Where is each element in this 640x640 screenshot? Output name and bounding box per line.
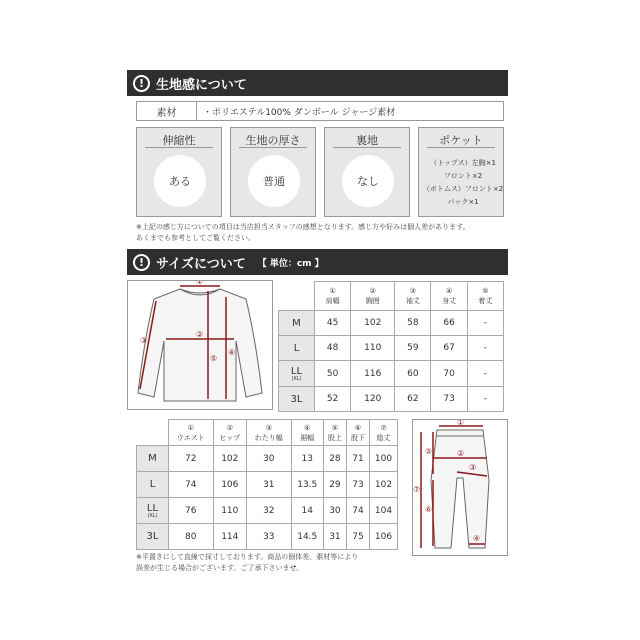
table-cell: 14.5 xyxy=(291,524,323,550)
unit-label: 【 単位：cm 】 xyxy=(257,258,324,269)
exclamation-icon: ! xyxy=(133,75,150,92)
table-cell: 70 xyxy=(431,361,467,387)
feature-title: ポケット xyxy=(427,128,495,148)
table-cell: 74 xyxy=(169,472,214,498)
table-cell xyxy=(279,282,315,311)
size-note xyxy=(136,552,358,574)
table-cell: 110 xyxy=(213,498,246,524)
table-cell: 29 xyxy=(323,472,346,498)
table-row xyxy=(137,472,398,498)
pocket-line: （トップス）左胸×1 xyxy=(430,159,496,167)
column-header: ③ わたり幅 xyxy=(247,420,292,446)
column-header: ⑤ 股上 xyxy=(323,420,346,446)
table-row xyxy=(137,498,398,524)
table-row xyxy=(137,446,398,472)
table-cell: 76 xyxy=(169,498,214,524)
table-header-row xyxy=(279,282,504,311)
feature-pocket xyxy=(418,127,504,217)
table-cell: 52 xyxy=(315,387,351,412)
table-cell: 114 xyxy=(213,524,246,550)
diagram-label: ⑤ xyxy=(425,447,433,456)
size-label: M xyxy=(279,311,315,336)
table-cell: 72 xyxy=(169,446,214,472)
column-header: ④ 身丈 xyxy=(431,282,467,311)
table-cell: 31 xyxy=(323,524,346,550)
feature-value: なし xyxy=(342,155,394,207)
bottom-garment-diagram xyxy=(412,419,508,556)
table-row xyxy=(279,361,504,387)
table-cell: 31 xyxy=(247,472,292,498)
table-cell: 102 xyxy=(370,472,398,498)
table-cell: 30 xyxy=(247,446,292,472)
column-header: ① 肩幅 xyxy=(315,282,351,311)
table-row xyxy=(279,311,504,336)
pants-illustration xyxy=(413,420,507,555)
table-cell: 14 xyxy=(291,498,323,524)
feature-value: 普通 xyxy=(248,155,300,207)
note-line: 誤差が生じる場合がございます。ご了承下さいませ。 xyxy=(136,564,304,572)
table-cell: - xyxy=(467,336,503,361)
feature-title: 生地の厚さ xyxy=(239,128,307,148)
exclamation-icon: ! xyxy=(133,254,150,271)
table-cell: 104 xyxy=(370,498,398,524)
diagram-label: ② xyxy=(196,330,204,339)
table-cell: 59 xyxy=(395,336,431,361)
table-cell: 66 xyxy=(431,311,467,336)
feature-stretch xyxy=(136,127,222,217)
diagram-label: ① xyxy=(457,420,465,427)
table-cell: 48 xyxy=(315,336,351,361)
table-cell: 102 xyxy=(351,311,395,336)
size-header-text: サイズについて xyxy=(156,256,246,272)
feature-thickness xyxy=(230,127,316,217)
feature-title: 裏地 xyxy=(333,128,401,148)
table-cell: 28 xyxy=(323,446,346,472)
pocket-line: フロント×2 xyxy=(443,172,483,180)
diagram-label: ② xyxy=(457,449,465,458)
table-cell: 73 xyxy=(431,387,467,412)
table-cell: - xyxy=(467,387,503,412)
table-cell: 71 xyxy=(346,446,369,472)
column-header: ⑦ 総丈 xyxy=(370,420,398,446)
pocket-line: （ボトムス）フロント×2 xyxy=(422,185,504,193)
diagram-label: ⑥ xyxy=(425,505,433,514)
table-cell: 62 xyxy=(395,387,431,412)
note-line: ※上記の感じ方についての項目は当店担当スタッフの感想となります。感じ方や好みは個人差があります。 xyxy=(136,223,470,231)
table-cell: 106 xyxy=(370,524,398,550)
table-cell: - xyxy=(467,361,503,387)
table-cell: 33 xyxy=(247,524,292,550)
table-cell: 80 xyxy=(169,524,214,550)
table-cell: 100 xyxy=(370,446,398,472)
size-label: L xyxy=(137,472,169,498)
size-label: 3L xyxy=(137,524,169,550)
fabric-section-header xyxy=(127,70,508,96)
table-cell: 45 xyxy=(315,311,351,336)
feature-lining xyxy=(324,127,410,217)
material-value: ・ポリエステル100% ダンボール ジャージ素材 xyxy=(203,107,396,118)
bottom-size-table xyxy=(136,419,398,550)
feature-title: 伸縮性 xyxy=(145,128,213,148)
column-header: ⑥ 股下 xyxy=(346,420,369,446)
sweatshirt-illustration xyxy=(128,281,272,409)
column-header: ① ウエスト xyxy=(169,420,214,446)
fabric-note xyxy=(136,222,470,244)
table-cell: 116 xyxy=(351,361,395,387)
diagram-label: ⑦ xyxy=(413,485,421,494)
table-row xyxy=(279,387,504,412)
column-header: ④ 裾幅 xyxy=(291,420,323,446)
pocket-line: バック×1 xyxy=(447,198,479,206)
material-label: 素材 xyxy=(137,102,197,120)
diagram-label: ① xyxy=(196,281,204,286)
size-label: M xyxy=(137,446,169,472)
diagram-label: ④ xyxy=(473,534,481,543)
feature-value: ある xyxy=(154,155,206,207)
table-cell: 32 xyxy=(247,498,292,524)
top-size-table xyxy=(278,281,504,412)
table-cell: 60 xyxy=(395,361,431,387)
table-cell: 102 xyxy=(213,446,246,472)
size-label: L xyxy=(279,336,315,361)
table-header-row xyxy=(137,420,398,446)
table-cell: 30 xyxy=(323,498,346,524)
table-cell: 120 xyxy=(351,387,395,412)
table-cell: 106 xyxy=(213,472,246,498)
table-cell: 13.5 xyxy=(291,472,323,498)
table-cell: 13 xyxy=(291,446,323,472)
column-header: ⑤ 着丈 xyxy=(467,282,503,311)
table-row xyxy=(137,524,398,550)
column-header: ② ヒップ xyxy=(213,420,246,446)
column-header: ③ 袖丈 xyxy=(395,282,431,311)
size-label: LL (XL) xyxy=(279,361,315,387)
note-line: あくまでも参考としてご覧ください。 xyxy=(136,234,255,242)
table-cell: 67 xyxy=(431,336,467,361)
table-cell: - xyxy=(467,311,503,336)
table-cell: 75 xyxy=(346,524,369,550)
table-cell: 50 xyxy=(315,361,351,387)
top-garment-diagram xyxy=(127,280,273,410)
table-cell xyxy=(137,420,169,446)
table-cell: 74 xyxy=(346,498,369,524)
table-cell: 110 xyxy=(351,336,395,361)
diagram-label: ⑤ xyxy=(210,354,218,363)
size-label: LL (XL) xyxy=(137,498,169,524)
size-label: 3L xyxy=(279,387,315,412)
note-line: ※平置きにして直線で採寸しております。商品の個体差、素材等により xyxy=(136,553,359,561)
material-row xyxy=(136,101,504,121)
fabric-header-text: 生地感について xyxy=(156,77,247,93)
size-section-header xyxy=(127,249,508,275)
table-row xyxy=(279,336,504,361)
table-cell: 73 xyxy=(346,472,369,498)
pocket-lines xyxy=(422,157,504,209)
table-cell: 58 xyxy=(395,311,431,336)
diagram-label: ③ xyxy=(140,336,148,345)
column-header: ② 胸囲 xyxy=(351,282,395,311)
diagram-label: ③ xyxy=(469,463,477,472)
diagram-label: ④ xyxy=(228,348,236,357)
